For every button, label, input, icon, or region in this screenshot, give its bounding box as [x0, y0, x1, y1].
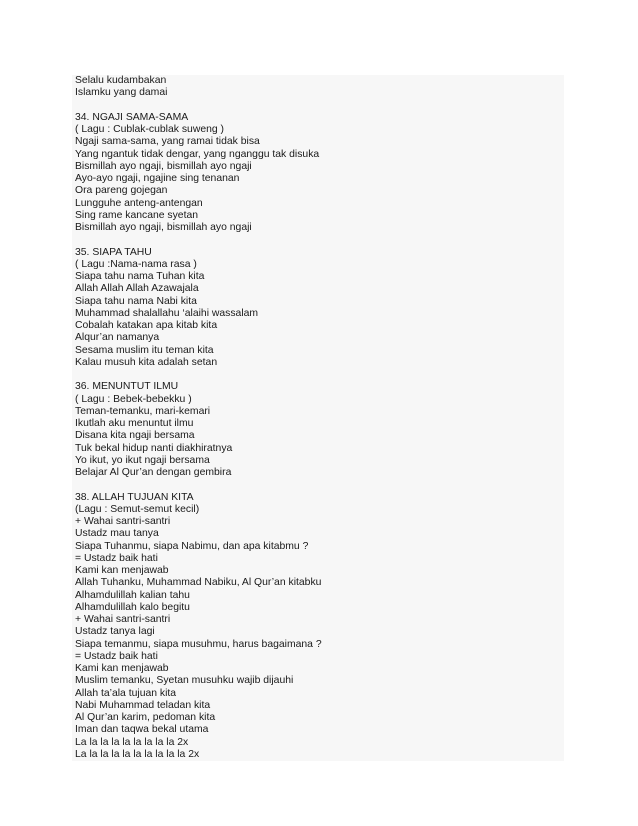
- text-line: Ngaji sama-sama, yang ramai tidak bisa: [75, 136, 260, 148]
- text-line: Ustadz tanya lagi: [75, 626, 155, 638]
- text-line: Cobalah katakan apa kitab kita: [75, 320, 218, 331]
- document-page: [72, 75, 564, 761]
- text-line: + Wahai santri-santri: [75, 516, 171, 527]
- text-line: Siapa Tuhanmu, siapa Nabimu, dan apa kitabmu ?: [75, 540, 309, 552]
- song-title: 35. SIAPA TAHU: [75, 246, 152, 258]
- text-line: Alhamdulillah kalian tahu: [75, 589, 190, 601]
- text-line: Islamku yang damai: [75, 87, 168, 99]
- text-line: Yang ngantuk tidak dengar, yang nganggu tak disuka: [75, 148, 320, 160]
- text-line: Siapa temanmu, siapa musuhmu, harus bagaimana ?: [75, 638, 322, 650]
- text-line: Alqur’an namanya: [75, 332, 160, 344]
- text-line: Ustadz mau tanya: [75, 528, 159, 540]
- text-line: La la la la la la la la la 2x: [75, 736, 189, 748]
- text-line: Ora pareng gojegan: [75, 185, 168, 197]
- text-line: Alhamdulillah kalo begitu: [75, 601, 190, 613]
- blank-line: [75, 234, 564, 246]
- text-line: Disana kita ngaji bersama: [75, 430, 195, 442]
- text-line: Sing rame kancane syetan: [75, 209, 199, 221]
- text-line: Bismillah ayo ngaji, bismillah ayo ngaji: [75, 222, 252, 233]
- text-line: Sesama muslim itu teman kita: [75, 344, 214, 356]
- text-line: ( Lagu :Nama-nama rasa ): [75, 258, 197, 270]
- text-line: Belajar Al Qur’an dengan gembira: [75, 467, 232, 478]
- text-line: Tuk bekal hidup nanti diakhiratnya: [75, 442, 233, 454]
- text-line: Siapa tahu nama Tuhan kita: [75, 271, 205, 282]
- song-title: 36. MENUNTUT ILMU: [75, 381, 179, 393]
- text-line: + Wahai santri-santri: [75, 614, 171, 625]
- text-line: Siapa tahu nama Nabi kita: [75, 295, 197, 307]
- text-line: Nabi Muhammad teladan kita: [75, 699, 211, 711]
- text-line: Allah Tuhanku, Muhammad Nabiku, Al Qur’an kitabku: [75, 577, 322, 589]
- text-line: Yo ikut, yo ikut ngaji bersama: [75, 454, 210, 466]
- text-line: Allah Allah Allah Azawajala: [75, 283, 199, 295]
- blank-line: [75, 479, 564, 491]
- text-line: Lungguhe anteng-antengan: [75, 197, 203, 209]
- text-line: Teman-temanku, mari-kemari: [75, 405, 211, 417]
- text-line: La la la la la la la la la la 2x: [75, 748, 200, 760]
- text-line: = Ustadz baik hati: [75, 552, 158, 564]
- text-line: Selalu kudambakan: [75, 75, 167, 86]
- text-line: Muslim temanku, Syetan musuhku wajib dijauhi: [75, 675, 294, 687]
- text-line: Kami kan menjawab: [75, 663, 169, 674]
- text-line: Ikutlah aku menuntut ilmu: [75, 418, 194, 429]
- text-line: (Lagu : Semut-semut kecil): [75, 503, 200, 515]
- text-line: = Ustadz baik hati: [75, 650, 158, 662]
- song-title: 38. ALLAH TUJUAN KITA: [75, 491, 194, 503]
- song-title: 34. NGAJI SAMA-SAMA: [75, 111, 189, 123]
- text-line: Allah ta’ala tujuan kita: [75, 687, 177, 699]
- text-line: Ayo-ayo ngaji, ngajine sing tenanan: [75, 173, 240, 184]
- text-line: Muhammad shalallahu ‘alaihi wassalam: [75, 307, 259, 319]
- text-line: ( Lagu : Cublak-cublak suweng ): [75, 124, 225, 135]
- text-line: Bismillah ayo ngaji, bismillah ayo ngaji: [75, 160, 252, 172]
- text-line: Kami kan menjawab: [75, 565, 169, 576]
- text-line: Al Qur’an karim, pedoman kita: [75, 712, 216, 723]
- text-line: Kalau musuh kita adalah setan: [75, 356, 218, 368]
- text-line: ( Lagu : Bebek-bebekku ): [75, 393, 192, 405]
- blank-line: [75, 369, 564, 381]
- text-line: Iman dan taqwa bekal utama: [75, 724, 209, 736]
- blank-line: [75, 100, 564, 112]
